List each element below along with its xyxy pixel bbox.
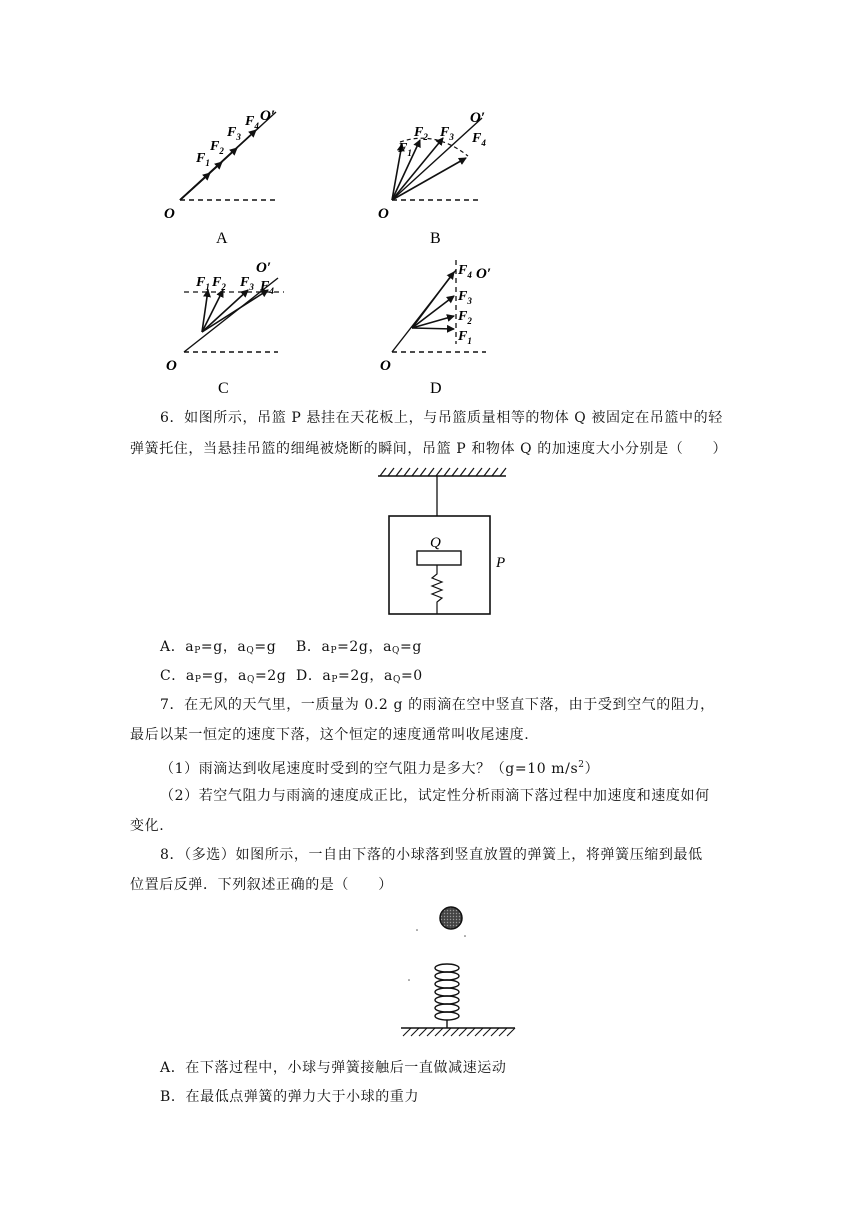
svg-text:F1: $F_1$ [196, 275, 210, 292]
diagram-c-label: C [218, 380, 229, 397]
svg-text:F3: $F_3$ [458, 289, 472, 306]
q8-line1: 8．（多选）如图所示，一自由下落的小球落到竖直放置的弹簧上，将弹簧压缩到最低 [160, 847, 703, 863]
ball-spring-figure [395, 900, 525, 1050]
diagram-d-label: D [430, 380, 442, 397]
q6-option-a: A．$a_P=g$，$a_Q=g$ [160, 639, 277, 656]
label-q: Q [430, 535, 441, 551]
q8-option-b: B．在最低点弹簧的弹力大于小球的重力 [160, 1089, 420, 1105]
diagram-b-label: B [430, 230, 441, 247]
svg-text:F1: $F_1$ [398, 141, 412, 158]
label-p: P [496, 555, 506, 571]
diagram-b [378, 110, 486, 247]
svg-text:F4: $F_4$ [245, 114, 259, 131]
svg-text:F2: $F_2$ [210, 139, 224, 156]
svg-text:F1: $F_1$ [458, 329, 472, 346]
q6-line1: 6．如图所示，吊篮 P 悬挂在天花板上，与吊篮质量相等的物体 Q 被固定在吊篮中的轻 [160, 410, 723, 426]
svg-text:F1: $F_1$ [196, 151, 210, 168]
svg-text:F4: $F_4$ [458, 263, 472, 280]
svg-text:O′: O′ [256, 260, 272, 276]
basket-spring-figure [370, 462, 520, 622]
svg-text:O: O [166, 358, 177, 374]
svg-text:F2: $F_2$ [414, 125, 428, 142]
svg-text:O′: O′ [260, 108, 276, 124]
label-origin: O [164, 206, 175, 222]
q8-option-a: A．在下落过程中，小球与弹簧接触后一直做减速运动 [160, 1060, 507, 1076]
q7-sub1: （1）雨滴达到收尾速度时受到的空气阻力是多大？（g=10 $m/s^2$） [160, 760, 600, 777]
diagram-c [166, 260, 284, 397]
svg-text:F4: $F_4$ [260, 279, 274, 296]
q7-sub2-line1: （2）若空气阻力与雨滴的速度成正比，试定性分析雨滴下落过程中加速度和速度如何 [160, 788, 710, 804]
force-diagrams-figure [150, 100, 510, 400]
svg-text:O′: O′ [476, 266, 492, 282]
diagram-d [380, 260, 491, 397]
svg-text:F3: $F_3$ [440, 125, 454, 142]
svg-text:F2: $F_2$ [458, 309, 472, 326]
q7-line1: 7．在无风的天气里，一质量为 0.2 g 的雨滴在空中竖直下落，由于受到空气的阻力， [160, 697, 715, 713]
q8-line2: 位置后反弹．下列叙述正确的是（ ） [130, 877, 393, 893]
diagram-a [164, 108, 278, 247]
q6-line2: 弹簧托住，当悬挂吊篮的细绳被烧断的瞬间，吊篮 P 和物体 Q 的加速度大小分别是（ ） [130, 441, 728, 457]
q6-option-b: B．$a_P=2g$，$a_Q=g$ [296, 639, 422, 656]
svg-text:O: O [380, 358, 391, 374]
svg-text:F4: $F_4$ [472, 131, 486, 148]
svg-text:O′: O′ [470, 110, 486, 126]
svg-text:F3: $F_3$ [227, 125, 241, 142]
diagram-a-label: A [216, 230, 228, 247]
q7-sub2-line2: 变化. [130, 818, 165, 834]
q7-line2: 最后以某一恒定的速度下落，这个恒定的速度通常叫收尾速度. [130, 727, 530, 743]
q6-option-c: C．$a_P=g$，$a_Q=2g$ [160, 668, 287, 685]
q6-option-d: D．$a_P=2g$，$a_Q=0$ [296, 668, 423, 685]
svg-text:O: O [378, 206, 389, 222]
svg-text:F3: $F_3$ [240, 275, 254, 292]
svg-text:F2: $F_2$ [212, 275, 226, 292]
